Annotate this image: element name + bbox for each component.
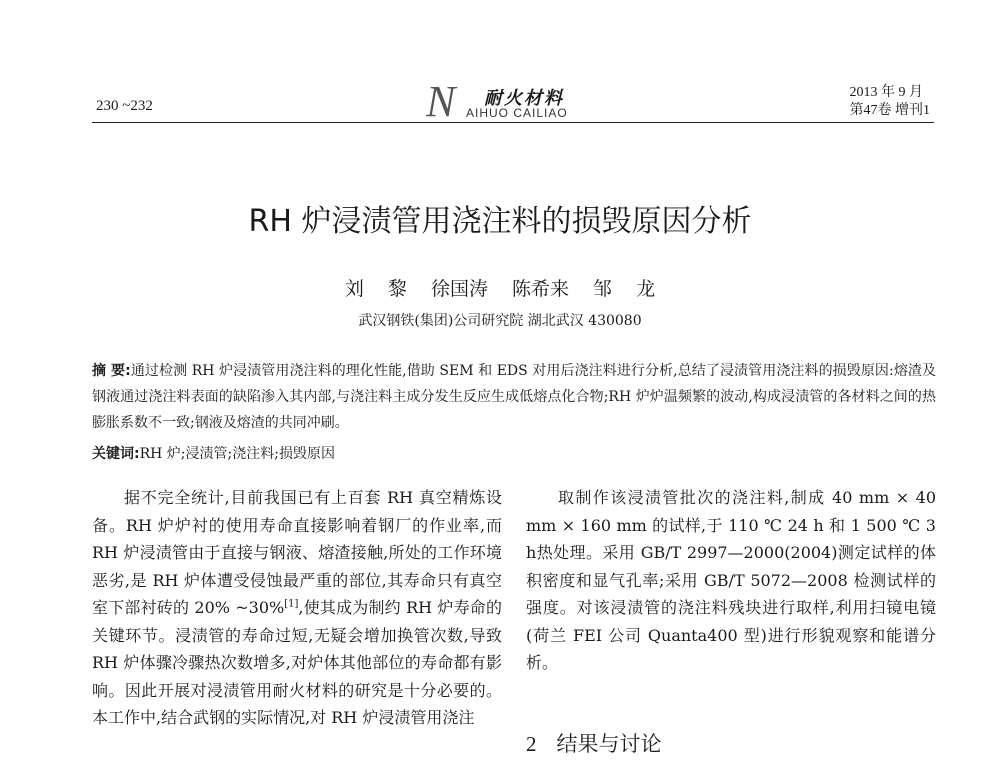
issue-volume: 第47卷 增刊1 (849, 103, 930, 118)
intro-text-2: ,使其成为制约 RH 炉寿命的关键环节。浸渍管的寿命过短,无疑会增加换管次数,导致 RH 炉体骤冷骤热次数增多,对炉体其他部位的寿命都有影响。因此开展对浸渍管用耐火材料的研究是十分必要的。本工作中,结合武钢的实际情况,对 RH 炉浸渍管用浇注 (92, 598, 502, 727)
section-heading (526, 728, 662, 758)
affiliation: 武汉钢铁(集团)公司研究院 湖北武汉 430080 (358, 313, 642, 329)
abstract-label: 摘 要: (92, 363, 131, 379)
logo-letter: N (426, 77, 456, 126)
abstract (92, 358, 936, 436)
keywords-label: 关键词: (92, 446, 140, 462)
header-rule (92, 122, 934, 123)
paper-title: RH 炉浸渍管用浇注料的损毁原因分析 (248, 204, 752, 239)
intro-paragraph (92, 484, 502, 732)
issue-info (850, 84, 931, 120)
section-title: 结果与讨论 (556, 732, 662, 756)
abstract-text: 通过检测 RH 炉浸渍管用浇注料的理化性能,借助 SEM 和 EDS 对用后浇注料进行分析,总结了浸渍管用浇注料的损毁原因:熔渣及钢液通过浇注料表面的缺陷渗入其内部,与浇注料主成分发生反应生成低熔点化合物;RH 炉炉温频繁的波动,构成浸渍管的各材料之间的热膨胀系数不一致;钢液及熔渣的共同冲刷。 (92, 363, 936, 431)
issue-date: 2013 年 9 月 (849, 85, 923, 100)
intro-text-1: 据不完全统计,目前我国已有上百套 RH 真空精炼设备。RH 炉炉衬的使用寿命直接影响着钢厂的作业率,而 RH 炉浸渍管由于直接与钢液、熔渣接触,所处的工作环境恶劣,是 RH 炉体遭受侵蚀最严重的部位,其寿命只有真空室下部衬砖的 20% ~30% (92, 488, 502, 617)
journal-name-cn: 耐火材料 (484, 88, 564, 109)
citation-ref: [1] (284, 598, 299, 610)
journal-logo (426, 77, 596, 126)
section-number: 2 (526, 732, 537, 756)
page-range: 230 ~232 (96, 98, 153, 114)
body-column-right (526, 484, 936, 677)
method-paragraph: 取制作该浸渍管批次的浇注料,制成 40 mm × 40 mm × 160 mm 的试样,于 110 ℃ 24 h 和 1 500 ℃ 3 h热处理。采用 GB/T 2997—2000(2004)测定试样的体积密度和显气孔率;采用 GB/T 5072—2008 检测试样的强度。对该浸渍管的浇注料残块进行取样,利用扫镜电镜(荷兰 FEI 公司 Quanta400 型)进行形貌观察和能谱分析。 (526, 488, 936, 672)
keywords-text: RH 炉;浸渍管;浇注料;损毁原因 (139, 446, 335, 462)
keywords (92, 441, 936, 467)
body-column-left (92, 484, 502, 732)
journal-name-en: AIHUO CAILIAO (466, 106, 568, 120)
author-list: 刘 黎 徐国涛 陈希来 邹 龙 (344, 278, 656, 300)
